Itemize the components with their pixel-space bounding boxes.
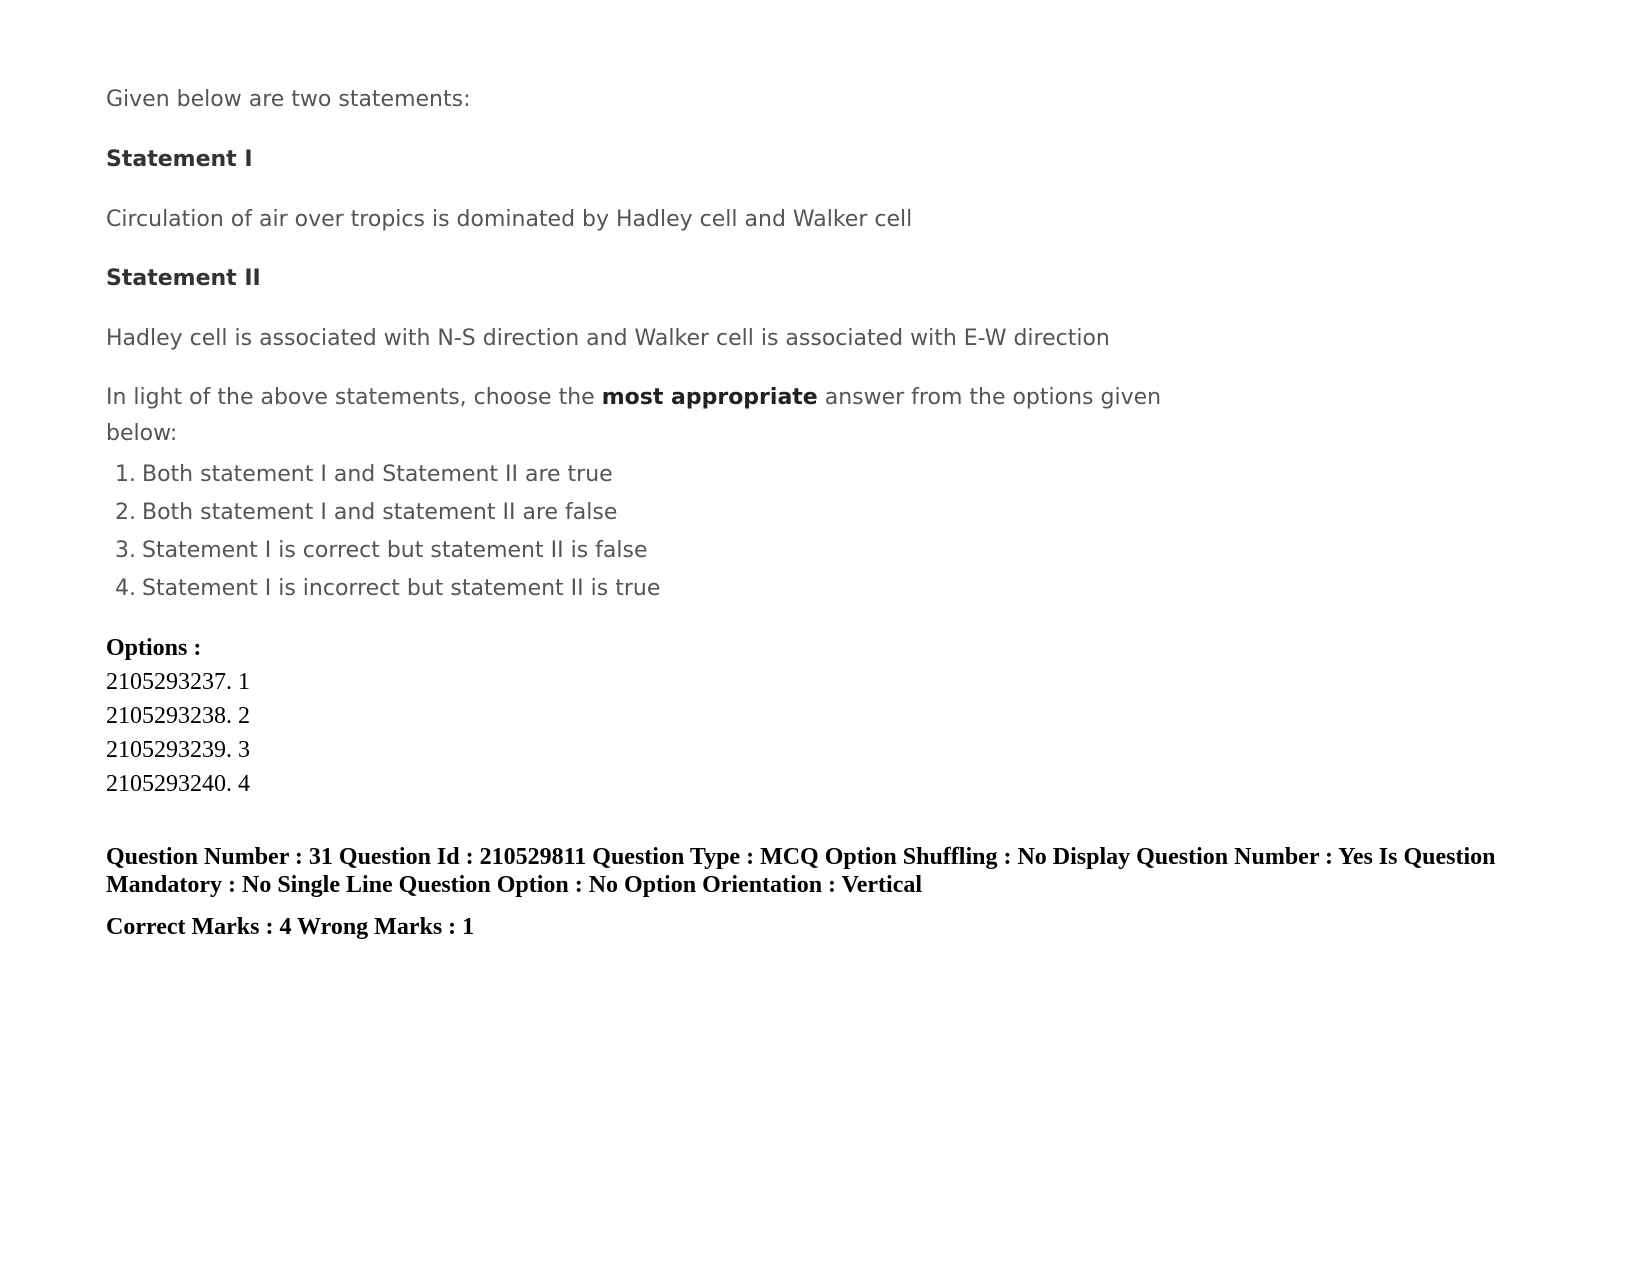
choice-text: Both statement I and statement II are false: [142, 500, 618, 525]
choice-item: [106, 456, 660, 494]
choice-text: Both statement I and Statement II are true: [142, 462, 613, 487]
option-item: 2105293238. 2: [106, 703, 250, 729]
marks-info: Correct Marks : 4 Wrong Marks : 1: [106, 914, 475, 940]
statement-1-text: Circulation of air over tropics is dominated by Hadley cell and Walker cell: [106, 207, 913, 232]
choice-item: [106, 570, 660, 608]
question-intro: Given below are two statements:: [106, 87, 471, 112]
question-instruction: [106, 380, 1206, 452]
statement-2-heading: Statement II: [106, 266, 261, 291]
choice-number: 3.: [115, 538, 136, 563]
instruction-pre: In light of the above statements, choose the: [106, 385, 602, 410]
options-label: Options :: [106, 635, 202, 661]
choice-text: Statement I is correct but statement II is false: [142, 538, 648, 563]
choice-number: 1.: [115, 462, 136, 487]
statement-2-text: Hadley cell is associated with N-S direction and Walker cell is associated with E-W direction: [106, 326, 1110, 351]
option-item: 2105293240. 4: [106, 771, 250, 797]
choice-list: [106, 456, 660, 608]
question-metadata: Question Number : 31 Question Id : 210529811 Question Type : MCQ Option Shuffling : No Display Question Number : Yes Is Question Mandatory : No Single Line Question Option : No Option Orientation : Vertical: [106, 844, 1496, 898]
choice-number: 4.: [115, 576, 136, 601]
options-list: [106, 665, 250, 801]
instruction-bold: most appropriate: [601, 385, 818, 410]
choice-number: 2.: [115, 500, 136, 525]
option-item: 2105293239. 3: [106, 737, 250, 763]
choice-item: [106, 494, 660, 532]
choice-text: Statement I is incorrect but statement II is true: [142, 576, 661, 601]
statement-1-heading: Statement I: [106, 147, 253, 172]
instruction-post: answer from the options given below:: [106, 385, 1162, 446]
option-item: 2105293237. 1: [106, 669, 250, 695]
choice-item: [106, 532, 660, 570]
